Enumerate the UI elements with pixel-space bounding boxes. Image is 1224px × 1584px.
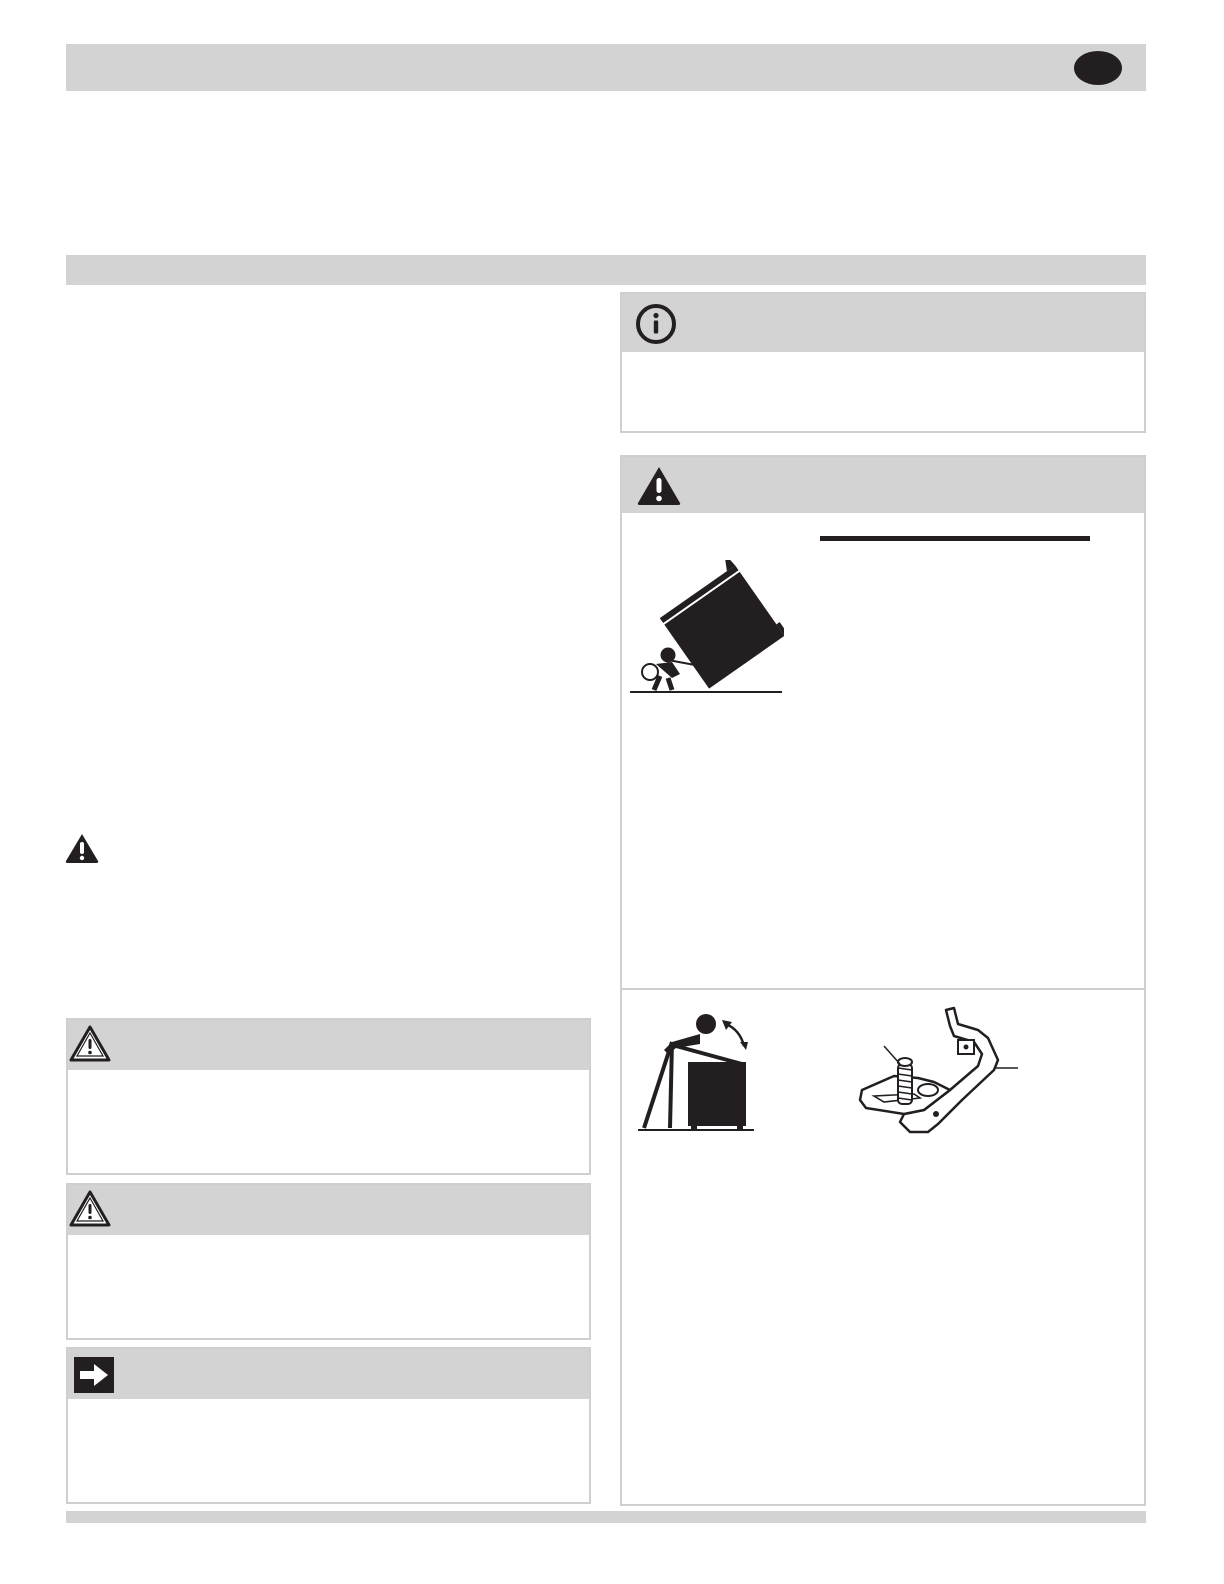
header-band <box>66 44 1146 91</box>
warning-rule-line <box>820 536 1090 541</box>
tip-over-illustration <box>628 560 784 696</box>
caution-box-1-header <box>68 1020 589 1070</box>
caution-box-1 <box>66 1018 591 1175</box>
info-circle-icon <box>634 302 678 346</box>
arrow-right-icon <box>74 1357 114 1393</box>
warning-triangle-icon <box>64 832 100 864</box>
warning-triangle-icon <box>636 465 682 507</box>
section-heading-band <box>66 255 1146 285</box>
anti-tip-bracket-illustration <box>854 1004 1022 1138</box>
note-box-header <box>68 1349 589 1399</box>
info-box <box>620 292 1146 433</box>
warning-box-header <box>622 457 1144 513</box>
warning-box-divider <box>620 988 1146 990</box>
caution-outline-triangle-icon <box>68 1189 112 1229</box>
tip-check-illustration <box>636 1012 756 1134</box>
language-badge <box>1074 51 1122 85</box>
caution-outline-triangle-icon <box>68 1024 112 1064</box>
note-box <box>66 1347 591 1504</box>
footer-band <box>66 1511 1146 1523</box>
caution-box-2 <box>66 1183 591 1340</box>
info-box-header <box>622 294 1144 352</box>
caution-box-2-header <box>68 1185 589 1235</box>
